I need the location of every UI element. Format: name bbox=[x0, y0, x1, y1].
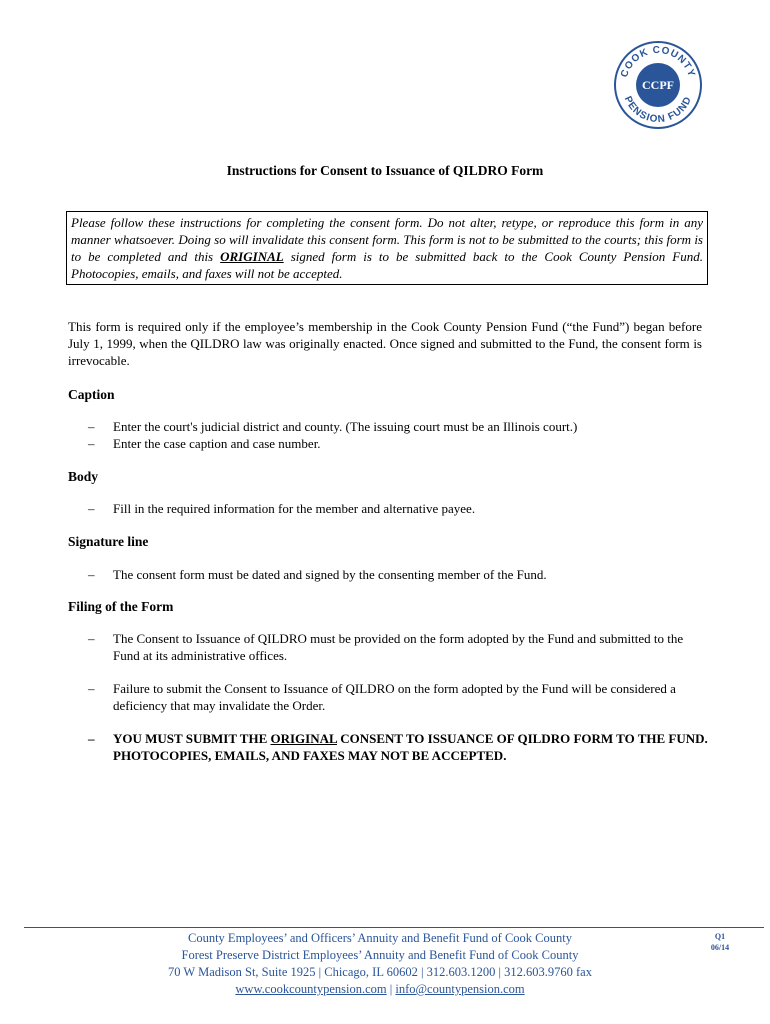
list-item-text: Failure to submit the Consent to Issuance of QILDRO on the form adopted by the Fund will be considered a deficiency that may invalidate the Order. bbox=[113, 681, 676, 713]
bullet-dash: – bbox=[88, 731, 95, 746]
footer bbox=[130, 930, 630, 998]
notice-original-emphasis: ORIGINAL bbox=[220, 249, 284, 264]
body-heading: Body bbox=[68, 469, 99, 484]
body-list bbox=[88, 500, 708, 517]
instructions-notice-box bbox=[66, 211, 708, 285]
caption-list bbox=[88, 418, 708, 452]
final-warning-text-1: YOU MUST SUBMIT THE bbox=[113, 731, 271, 746]
bullet-dash: – bbox=[88, 436, 95, 451]
list-item-text: Enter the court's judicial district and county. (The issuing court must be an Illinois court.) bbox=[113, 419, 578, 434]
footer-divider bbox=[24, 927, 764, 928]
logo-ring-bottom: PENSION FUND bbox=[621, 94, 695, 126]
list-item bbox=[88, 435, 708, 452]
intro-paragraph: This form is required only if the employee’s membership in the Cook County Pension Fund (“the Fund”) began before July 1, 1999, when the QILDRO law was originally enacted. Once signed and submitted to the Fund, the consent form is irrevocable. bbox=[68, 319, 702, 368]
notice-text-2: signed form is to be submitted back to the Cook County Pension Fund. Photocopies, emails, and faxes will not be accepted. bbox=[71, 249, 703, 281]
list-item bbox=[88, 630, 708, 664]
footer-fund-name-1: County Employees’ and Officers’ Annuity and Benefit Fund of Cook County bbox=[188, 931, 572, 945]
final-warning-original-emphasis: ORIGINAL bbox=[270, 731, 337, 746]
logo-ring-top: COOK COUNTY bbox=[619, 44, 697, 79]
ccpf-logo bbox=[613, 40, 703, 130]
filing-list bbox=[88, 630, 708, 764]
footer-fund-name-2: Forest Preserve District Employees’ Annuity and Benefit Fund of Cook County bbox=[181, 948, 579, 962]
list-item-text: The Consent to Issuance of QILDRO must be provided on the form adopted by the Fund and submitted to the Fund at its administrative offices. bbox=[113, 631, 684, 663]
list-item bbox=[88, 418, 708, 435]
signature-heading: Signature line bbox=[68, 534, 149, 549]
list-item bbox=[88, 566, 708, 583]
bullet-dash: – bbox=[88, 567, 95, 582]
list-item bbox=[88, 680, 708, 714]
email-link[interactable]: info@countypension.com bbox=[395, 982, 525, 996]
bullet-dash: – bbox=[88, 501, 95, 516]
signature-list bbox=[88, 566, 708, 583]
filing-heading: Filing of the Form bbox=[68, 599, 174, 614]
footer-contact bbox=[130, 981, 630, 998]
list-item-text: Fill in the required information for the member and alternative payee. bbox=[113, 501, 476, 516]
list-item-text: Enter the case caption and case number. bbox=[113, 436, 321, 451]
website-link[interactable]: www.cookcountypension.com bbox=[235, 982, 387, 996]
form-code bbox=[700, 931, 740, 953]
final-warning-text-2: CONSENT TO ISSUANCE OF QILDRO FORM TO THE FUND. PHOTOCOPIES, EMAILS, AND FAXES MAY NOT BE ACCEPTED. bbox=[113, 731, 708, 763]
caption-heading: Caption bbox=[68, 387, 115, 402]
bullet-dash: – bbox=[88, 681, 95, 696]
form-code-id: Q1 bbox=[714, 932, 726, 941]
page-title: Instructions for Consent to Issuance of QILDRO Form bbox=[226, 163, 544, 178]
list-item-final-warning bbox=[88, 730, 708, 764]
list-item-text: The consent form must be dated and signed by the consenting member of the Fund. bbox=[113, 567, 547, 582]
footer-address: 70 W Madison St, Suite 1925 | Chicago, IL 60602 | 312.603.1200 | 312.603.9760 fax bbox=[168, 965, 592, 979]
notice-text-1: Please follow these instructions for completing the consent form. Do not alter, retype, or reproduce this form in any manner whatsoever. Doing so will invalidate this consent form. This form is not to be submitted to the courts; this form is to be completed and this bbox=[71, 215, 703, 264]
footer-separator: | bbox=[386, 982, 396, 996]
bullet-dash: – bbox=[88, 631, 95, 646]
list-item bbox=[88, 500, 708, 517]
form-code-date: 06/14 bbox=[710, 943, 730, 952]
bullet-dash: – bbox=[88, 419, 95, 434]
logo-initials: CCPF bbox=[642, 78, 674, 92]
